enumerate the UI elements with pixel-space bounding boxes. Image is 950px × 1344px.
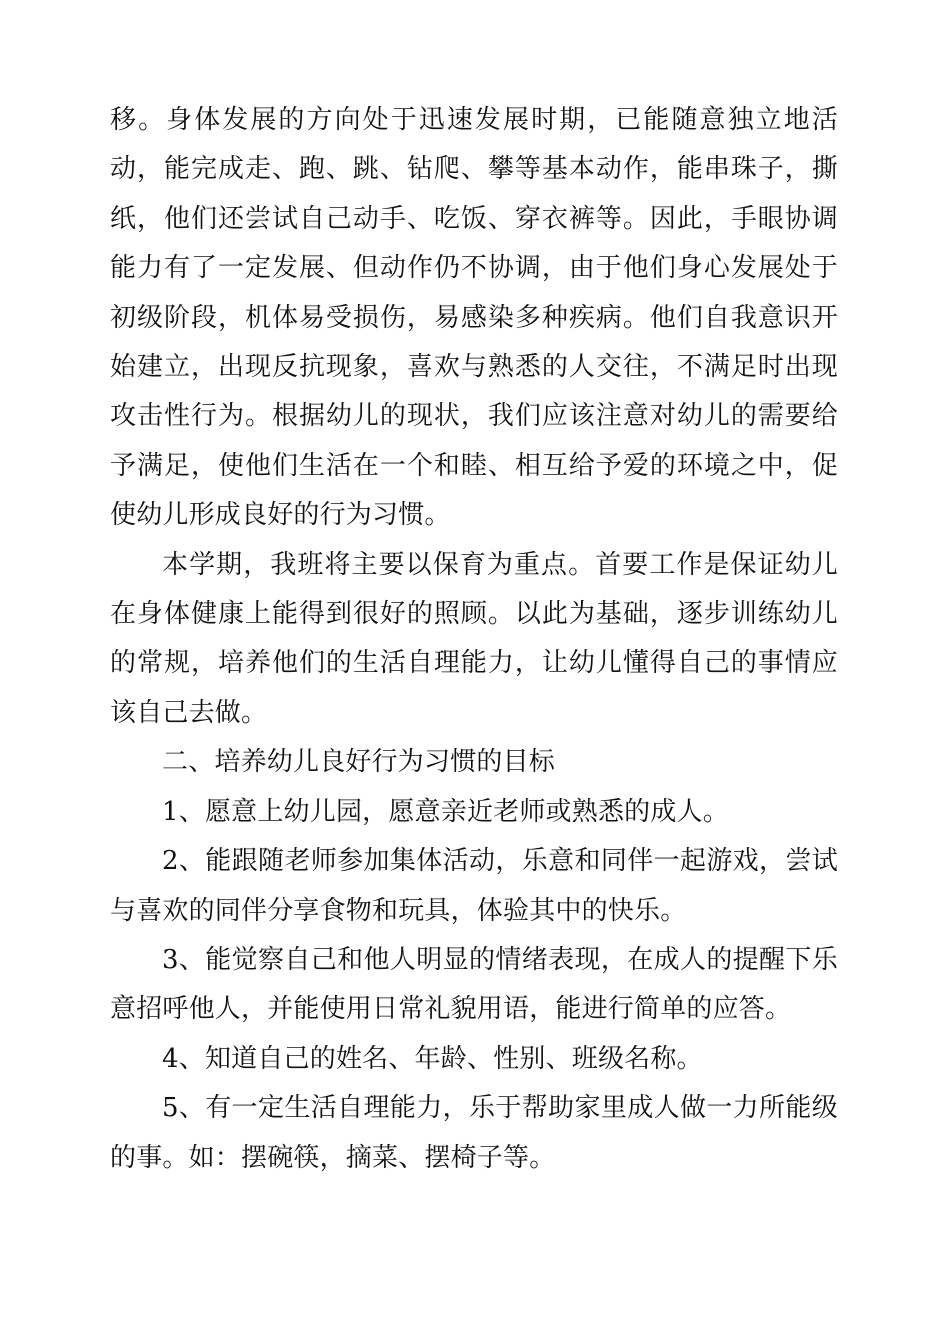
goal-item-3: 3、能觉察自己和他人明显的情绪表现，在成人的提醒下乐意招呼他人，并能使用日常礼貌用语，能进行简单的应答。 — [110, 944, 838, 1025]
goal-item-5: 5、有一定生活自理能力，乐于帮助家里成人做一力所能级的事。如：摆碗筷，摘菜、摆椅子等。 — [110, 1093, 838, 1173]
section-heading-goals: 二、培养幼儿良好行为习惯的目标 — [162, 747, 556, 778]
paragraph-development-description: 移。身体发展的方向处于迅速发展时期，已能随意独立地活动，能完成走、跑、跳、钻爬、攀等基本动作，能串珠子，撕纸，他们还尝试自己动手、吃饭、穿衣裤等。因此，手眼协调能力有了一定发展、但动作仍不协调，由于他们身心发展处于初级阶段，机体易受损伤，易感染多种疾病。他们自我意识开始建立，出现反抗现象，喜欢与熟悉的人交往，不满足时出现攻击性行为。根据幼儿的现状，我们应该注意对幼儿的需要给予满足，使他们生活在一个和睦、相互给予爱的环境之中，促使幼儿形成良好的行为习惯。 — [110, 105, 838, 531]
goal-item-1: 1、愿意上幼儿园，愿意亲近老师或熟悉的成人。 — [162, 796, 729, 827]
paragraph-semester-focus: 本学期，我班将主要以保育为重点。首要工作是保证幼儿在身体健康上能得到很好的照顾。以此为基础，逐步训练幼儿的常规，培养他们的生活自理能力，让幼儿懂得自己的事情应该自己去做。 — [110, 549, 838, 728]
document-body — [110, 96, 838, 1183]
goal-item-2: 2、能跟随老师参加集体活动，乐意和同伴一起游戏，尝试与喜欢的同伴分享食物和玩具，体验其中的快乐。 — [110, 846, 838, 926]
goal-item-4: 4、知道自己的姓名、年龄、性别、班级名称。 — [162, 1043, 703, 1074]
